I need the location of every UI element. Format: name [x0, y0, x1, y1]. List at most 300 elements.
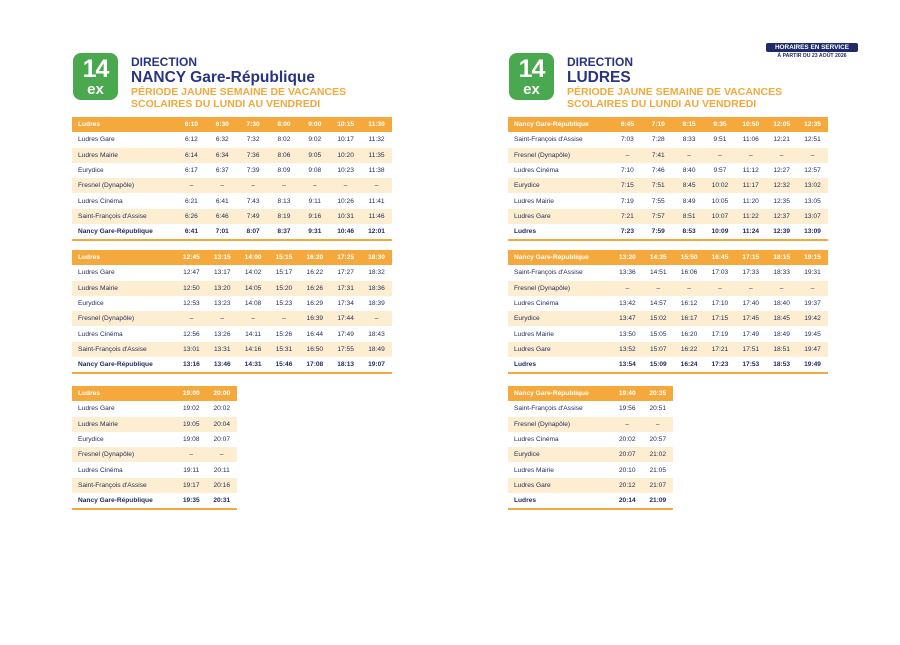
time-cell: 13:16: [176, 357, 207, 373]
time-cell: 20:10: [612, 462, 643, 477]
departure-time: 6:45: [612, 117, 643, 132]
time-cell: 19:31: [797, 265, 828, 280]
stop-name: Ludres Mairie: [508, 193, 612, 208]
time-cell: 13:02: [797, 178, 828, 193]
timetable: [72, 250, 392, 374]
stop-name: Ludres: [508, 493, 612, 509]
departure-time: 12:05: [766, 117, 797, 132]
stop-name: Fresnel (Dynapôle): [72, 447, 176, 462]
time-cell: 13:01: [176, 342, 207, 357]
time-cell: 15:31: [269, 342, 300, 357]
table-row: [72, 296, 392, 311]
time-cell: 10:02: [705, 178, 736, 193]
timetable: [72, 386, 237, 510]
time-cell: 7:49: [238, 209, 269, 224]
time-cell: 11:06: [735, 132, 766, 147]
destination-title: NANCY Gare-République: [131, 69, 316, 86]
time-cell: 18:49: [361, 342, 392, 357]
time-cell: 16:50: [299, 342, 330, 357]
time-cell: 13:46: [207, 357, 238, 373]
time-cell: –: [207, 178, 238, 193]
stop-name: Fresnel (Dynapôle): [72, 178, 176, 193]
departure-time: 6:30: [207, 117, 238, 132]
time-cell: 20:31: [207, 493, 238, 509]
time-cell: 10:07: [705, 209, 736, 224]
time-cell: 19:45: [797, 326, 828, 341]
departure-time: 19:00: [176, 386, 207, 401]
time-cell: 13:09: [797, 224, 828, 240]
time-cell: 6:41: [176, 224, 207, 240]
time-cell: 14:02: [238, 265, 269, 280]
time-cell: 13:20: [207, 281, 238, 296]
table-row: [72, 224, 392, 240]
time-cell: 17:45: [735, 311, 766, 326]
line-number: 14: [82, 55, 109, 83]
time-cell: –: [238, 311, 269, 326]
departure-time: 17:15: [735, 250, 766, 265]
time-cell: 16:17: [674, 311, 705, 326]
stop-name: Nancy Gare-République: [72, 357, 176, 373]
time-cell: 15:26: [269, 326, 300, 341]
table-row: [508, 296, 828, 311]
time-cell: 17:31: [330, 281, 361, 296]
time-cell: –: [330, 178, 361, 193]
time-cell: 7:15: [612, 178, 643, 193]
time-cell: 11:22: [735, 209, 766, 224]
table-row: [72, 447, 237, 462]
table-row: [72, 462, 237, 477]
time-cell: 14:31: [238, 357, 269, 373]
time-cell: –: [735, 281, 766, 296]
time-cell: 6:41: [207, 193, 238, 208]
time-cell: 17:55: [330, 342, 361, 357]
time-cell: 7:51: [643, 178, 674, 193]
time-cell: 13:31: [207, 342, 238, 357]
time-cell: –: [766, 148, 797, 163]
stop-name: Fresnel (Dynapôle): [508, 281, 612, 296]
stop-name: Eurydice: [508, 447, 612, 462]
origin-stop: Nancy Gare-République: [508, 117, 612, 132]
time-cell: 6:12: [176, 132, 207, 147]
time-cell: 6:14: [176, 148, 207, 163]
time-cell: 16:22: [674, 342, 705, 357]
time-cell: 11:38: [361, 163, 392, 178]
departure-time: 9:00: [299, 117, 330, 132]
time-cell: 14:57: [643, 296, 674, 311]
time-cell: 10:05: [705, 193, 736, 208]
time-cell: 17:34: [330, 296, 361, 311]
departure-time: 9:35: [705, 117, 736, 132]
time-cell: 6:46: [207, 209, 238, 224]
table-row: [508, 178, 828, 193]
time-cell: 18:40: [766, 296, 797, 311]
time-cell: –: [361, 311, 392, 326]
time-cell: 15:46: [269, 357, 300, 373]
time-cell: 20:07: [207, 432, 238, 447]
time-cell: –: [674, 281, 705, 296]
table-row: [508, 311, 828, 326]
time-cell: 15:02: [643, 311, 674, 326]
time-cell: 8:06: [269, 148, 300, 163]
timetable: [72, 117, 392, 241]
stop-name: Fresnel (Dynapôle): [72, 311, 176, 326]
departure-time: 17:25: [330, 250, 361, 265]
time-cell: 8:53: [674, 224, 705, 240]
table-row: [508, 342, 828, 357]
time-cell: –: [612, 148, 643, 163]
time-cell: 11:41: [361, 193, 392, 208]
departure-time: 11:30: [361, 117, 392, 132]
departure-time: 19:15: [797, 250, 828, 265]
time-cell: 11:12: [735, 163, 766, 178]
departure-time: 16:45: [705, 250, 736, 265]
time-cell: 17:33: [735, 265, 766, 280]
stop-name: Ludres Mairie: [508, 462, 612, 477]
table-header-row: [72, 250, 392, 265]
table-row: [508, 265, 828, 280]
line-badge: [73, 53, 118, 100]
time-cell: 16:24: [674, 357, 705, 373]
time-cell: 9:31: [299, 224, 330, 240]
time-cell: –: [797, 148, 828, 163]
time-cell: 12:50: [176, 281, 207, 296]
time-cell: 8:19: [269, 209, 300, 224]
stop-name: Fresnel (Dynapôle): [508, 417, 612, 432]
departure-time: 15:50: [674, 250, 705, 265]
departure-time: 19:40: [612, 386, 643, 401]
time-cell: –: [176, 178, 207, 193]
table-row: [72, 209, 392, 224]
departure-time: 7:30: [238, 117, 269, 132]
time-cell: 20:12: [612, 478, 643, 493]
time-cell: 7:01: [207, 224, 238, 240]
time-cell: 11:46: [361, 209, 392, 224]
time-cell: 13:54: [612, 357, 643, 373]
time-cell: 17:49: [735, 326, 766, 341]
time-cell: 19:07: [361, 357, 392, 373]
table-row: [72, 265, 392, 280]
time-cell: 16:26: [299, 281, 330, 296]
time-cell: 15:20: [269, 281, 300, 296]
time-cell: 9:16: [299, 209, 330, 224]
time-cell: 17:44: [330, 311, 361, 326]
time-cell: 13:42: [612, 296, 643, 311]
time-cell: 8:51: [674, 209, 705, 224]
table-row: [72, 193, 392, 208]
time-cell: 8:45: [674, 178, 705, 193]
service-notice: [766, 43, 858, 59]
period-line-2: SCOLAIRES DU LUNDI AU VENDREDI: [131, 98, 321, 110]
destination-title: LUDRES: [567, 69, 631, 86]
time-cell: 13:23: [207, 296, 238, 311]
time-cell: 16:20: [674, 326, 705, 341]
time-cell: 12:51: [797, 132, 828, 147]
time-cell: 12:21: [766, 132, 797, 147]
table-row: [508, 193, 828, 208]
time-cell: 12:53: [176, 296, 207, 311]
time-cell: 8:40: [674, 163, 705, 178]
stop-name: Ludres: [508, 357, 612, 373]
time-cell: 10:31: [330, 209, 361, 224]
origin-stop: Nancy Gare-République: [508, 250, 612, 265]
departure-time: 7:10: [643, 117, 674, 132]
time-cell: 15:17: [269, 265, 300, 280]
table-row: [508, 432, 673, 447]
timetable: [508, 117, 828, 241]
time-cell: 14:51: [643, 265, 674, 280]
table-row: [72, 281, 392, 296]
time-cell: 6:34: [207, 148, 238, 163]
timetable: [508, 386, 673, 510]
time-cell: 18:51: [766, 342, 797, 357]
time-cell: 13:50: [612, 326, 643, 341]
origin-stop: Nancy Gare-République: [508, 386, 612, 401]
table-row: [508, 462, 673, 477]
time-cell: 18:32: [361, 265, 392, 280]
time-cell: –: [674, 148, 705, 163]
time-cell: 21:05: [643, 462, 674, 477]
time-cell: 13:36: [612, 265, 643, 280]
time-cell: 7:57: [643, 209, 674, 224]
time-cell: 18:43: [361, 326, 392, 341]
time-cell: 18:33: [766, 265, 797, 280]
stop-name: Ludres Cinéma: [72, 462, 176, 477]
time-cell: 18:53: [766, 357, 797, 373]
table-row: [508, 478, 673, 493]
time-cell: 18:45: [766, 311, 797, 326]
time-cell: 16:29: [299, 296, 330, 311]
time-cell: –: [705, 148, 736, 163]
time-cell: 9:02: [299, 132, 330, 147]
stop-name: Ludres Cinéma: [72, 193, 176, 208]
time-cell: 8:37: [269, 224, 300, 240]
table-header-row: [72, 117, 392, 132]
time-cell: 7:10: [612, 163, 643, 178]
line-badge: [509, 53, 554, 100]
time-cell: 19:35: [176, 493, 207, 509]
time-cell: 12:32: [766, 178, 797, 193]
time-cell: 17:51: [735, 342, 766, 357]
time-cell: –: [361, 178, 392, 193]
table-row: [72, 311, 392, 326]
table-row: [72, 178, 392, 193]
time-cell: 10:26: [330, 193, 361, 208]
period-line-1: PÉRIODE JAUNE SEMAINE DE VACANCES: [567, 86, 783, 98]
time-cell: 16:22: [299, 265, 330, 280]
time-cell: 12:39: [766, 224, 797, 240]
stop-name: Eurydice: [72, 163, 176, 178]
time-cell: 8:13: [269, 193, 300, 208]
time-cell: –: [643, 417, 674, 432]
time-cell: 12:27: [766, 163, 797, 178]
table-row: [508, 224, 828, 240]
time-cell: 19:49: [797, 357, 828, 373]
time-cell: 9:08: [299, 163, 330, 178]
time-cell: 21:02: [643, 447, 674, 462]
stop-name: Saint-François d'Assise: [508, 132, 612, 147]
time-cell: –: [735, 148, 766, 163]
time-cell: 18:13: [330, 357, 361, 373]
time-cell: 19:02: [176, 401, 207, 416]
time-cell: –: [207, 311, 238, 326]
stop-name: Ludres Gare: [508, 209, 612, 224]
time-cell: 18:36: [361, 281, 392, 296]
table-row: [508, 163, 828, 178]
time-cell: 15:23: [269, 296, 300, 311]
time-cell: 7:55: [643, 193, 674, 208]
table-row: [508, 326, 828, 341]
table-row: [72, 163, 392, 178]
time-cell: 17:15: [705, 311, 736, 326]
time-cell: 14:05: [238, 281, 269, 296]
time-cell: 19:05: [176, 417, 207, 432]
time-cell: 15:07: [643, 342, 674, 357]
time-cell: 12:47: [176, 265, 207, 280]
stop-name: Saint-François d'Assise: [72, 209, 176, 224]
table-row: [72, 432, 237, 447]
time-cell: 17:49: [330, 326, 361, 341]
time-cell: 20:04: [207, 417, 238, 432]
time-cell: 14:08: [238, 296, 269, 311]
stop-name: Ludres Gare: [508, 342, 612, 357]
time-cell: 13:52: [612, 342, 643, 357]
time-cell: 17:08: [299, 357, 330, 373]
stop-name: Eurydice: [508, 178, 612, 193]
time-cell: 21:09: [643, 493, 674, 509]
table-row: [72, 357, 392, 373]
time-cell: 16:12: [674, 296, 705, 311]
time-cell: –: [238, 178, 269, 193]
time-cell: 7:28: [643, 132, 674, 147]
time-cell: 6:26: [176, 209, 207, 224]
time-cell: 20:02: [612, 432, 643, 447]
time-cell: 15:05: [643, 326, 674, 341]
time-cell: –: [269, 311, 300, 326]
time-cell: 17:53: [735, 357, 766, 373]
time-cell: –: [612, 417, 643, 432]
table-row: [508, 417, 673, 432]
time-cell: 19:47: [797, 342, 828, 357]
time-cell: 10:20: [330, 148, 361, 163]
time-cell: 17:10: [705, 296, 736, 311]
time-cell: 7:43: [238, 193, 269, 208]
time-cell: 20:07: [612, 447, 643, 462]
time-cell: 13:47: [612, 311, 643, 326]
time-cell: 20:16: [207, 478, 238, 493]
time-cell: 11:20: [735, 193, 766, 208]
time-cell: 17:21: [705, 342, 736, 357]
stop-name: Eurydice: [508, 311, 612, 326]
time-cell: 16:06: [674, 265, 705, 280]
time-cell: 12:01: [361, 224, 392, 240]
period-line-2: SCOLAIRES DU LUNDI AU VENDREDI: [567, 98, 757, 110]
origin-stop: Ludres: [72, 250, 176, 265]
time-cell: 9:05: [299, 148, 330, 163]
table-row: [508, 281, 828, 296]
time-cell: 20:02: [207, 401, 238, 416]
stop-name: Nancy Gare-République: [72, 493, 176, 509]
departure-time: 12:35: [797, 117, 828, 132]
line-suffix: ex: [87, 81, 104, 98]
departure-time: 10:15: [330, 117, 361, 132]
stop-name: Ludres Mairie: [508, 326, 612, 341]
departure-time: 13:20: [612, 250, 643, 265]
time-cell: 7:36: [238, 148, 269, 163]
departure-time: 14:00: [238, 250, 269, 265]
time-cell: 9:11: [299, 193, 330, 208]
table-row: [72, 493, 237, 509]
time-cell: 8:07: [238, 224, 269, 240]
time-cell: 17:19: [705, 326, 736, 341]
stop-name: Eurydice: [72, 432, 176, 447]
time-cell: 11:32: [361, 132, 392, 147]
time-cell: 7:39: [238, 163, 269, 178]
stop-name: Ludres Mairie: [72, 417, 176, 432]
departure-time: 20:35: [643, 386, 674, 401]
stop-name: Saint-François d'Assise: [72, 478, 176, 493]
stop-name: Ludres Mairie: [72, 281, 176, 296]
time-cell: –: [176, 447, 207, 462]
time-cell: 20:51: [643, 401, 674, 416]
departure-time: 12:45: [176, 250, 207, 265]
time-cell: 10:17: [330, 132, 361, 147]
time-cell: 21:07: [643, 478, 674, 493]
stop-name: Eurydice: [72, 296, 176, 311]
stop-name: Ludres Cinéma: [72, 326, 176, 341]
time-cell: 19:08: [176, 432, 207, 447]
table-row: [72, 148, 392, 163]
time-cell: 18:49: [766, 326, 797, 341]
table-row: [72, 478, 237, 493]
time-cell: 14:16: [238, 342, 269, 357]
direction-label: DIRECTION: [131, 55, 197, 69]
time-cell: 10:23: [330, 163, 361, 178]
time-cell: 19:56: [612, 401, 643, 416]
table-header-row: [508, 117, 828, 132]
time-cell: 19:17: [176, 478, 207, 493]
time-cell: –: [269, 178, 300, 193]
time-cell: 6:17: [176, 163, 207, 178]
time-cell: 19:37: [797, 296, 828, 311]
departure-time: 20:00: [207, 386, 238, 401]
time-cell: 7:46: [643, 163, 674, 178]
stop-name: Ludres Cinéma: [508, 163, 612, 178]
time-cell: 6:32: [207, 132, 238, 147]
time-cell: 12:56: [176, 326, 207, 341]
departure-time: 8:00: [269, 117, 300, 132]
time-cell: 13:05: [797, 193, 828, 208]
table-header-row: [508, 250, 828, 265]
time-cell: 11:17: [735, 178, 766, 193]
table-row: [72, 132, 392, 147]
stop-name: Fresnel (Dynapôle): [508, 148, 612, 163]
time-cell: 7:03: [612, 132, 643, 147]
line-suffix: ex: [523, 81, 540, 98]
time-cell: 7:59: [643, 224, 674, 240]
time-cell: 17:03: [705, 265, 736, 280]
time-cell: 20:11: [207, 462, 238, 477]
stop-name: Ludres Gare: [72, 401, 176, 416]
time-cell: 20:57: [643, 432, 674, 447]
stop-name: Saint-François d'Assise: [508, 401, 612, 416]
time-cell: 16:39: [299, 311, 330, 326]
stop-name: Ludres Cinéma: [508, 296, 612, 311]
time-cell: 19:11: [176, 462, 207, 477]
stop-name: Ludres Gare: [72, 265, 176, 280]
period-line-1: PÉRIODE JAUNE SEMAINE DE VACANCES: [131, 86, 347, 98]
line-number: 14: [518, 55, 545, 83]
time-cell: 6:37: [207, 163, 238, 178]
